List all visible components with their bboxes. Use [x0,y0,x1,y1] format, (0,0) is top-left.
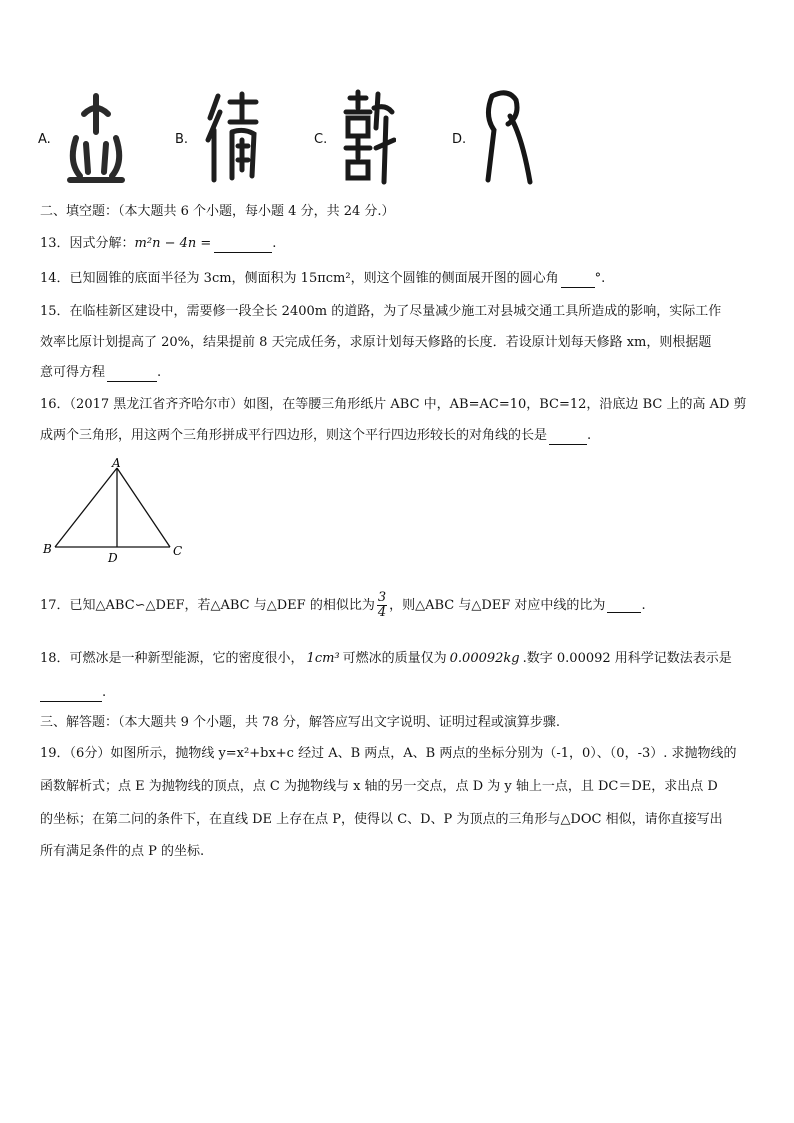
vertex-b-label: B [43,542,52,556]
seal-glyph-a-image [64,92,128,186]
question-17 [40,589,646,623]
q18-prefix: 18．可燃冰是一种新型能源，它的密度很小， [40,651,304,666]
q13-prefix: 13．因式分解： [40,236,135,251]
q18-value: 0.00092kg [449,651,520,666]
q13-expression: m²n − 4n = [134,236,212,251]
q15-line-3-text: 意可得方程 [40,365,106,380]
question-13 [40,235,276,253]
option-c-label: C. [314,132,328,147]
q18-answer-blank[interactable] [40,688,102,702]
seal-glyph-d-image [478,86,538,186]
seal-glyph-c-image [340,88,396,188]
q14-text: 14．已知圆锥的底面半径为 3cm，侧面积为 15πcm²，则这个圆锥的侧面展开图的圆心角 [40,271,559,286]
q14-answer-blank[interactable] [561,274,595,288]
option-a-label: A. [38,132,51,147]
q17-fraction [377,591,387,620]
vertex-c-label: C [173,544,183,558]
q13-answer-blank[interactable] [214,239,272,253]
q18-suffix: . [102,685,107,700]
side-ab [55,468,117,547]
q17-numerator: 3 [377,590,387,605]
q17-suffix: . [641,598,646,613]
q15-suffix: . [157,365,162,380]
question-19-line-1: 19．（6分）如图所示，抛物线 y=x²+bx+c 经过 A、B 两点，A、B 两点的坐标分别为（-1，0）、（0，-3）. 求抛物线的 [40,746,737,761]
question-19-line-2: 函数解析式；点 E 为抛物线的顶点，点 C 为抛物线与 x 轴的另一交点，点 D 为 y 轴上一点，且 DC＝DE，求出点 D [40,779,718,794]
q16-answer-blank[interactable] [549,431,587,445]
q17-prefix: 17．已知△ABC∽△DEF，若△ABC 与△DEF 的相似比为 [40,598,375,613]
q13-suffix: . [272,236,277,251]
q15-answer-blank[interactable] [107,368,157,382]
q17-middle: ，则△ABC 与△DEF 对应中线的比为 [389,598,606,613]
q16-line-2-text: 成两个三角形，用这两个三角形拼成平行四边形，则这个平行四边形较长的对角线的长是 [40,428,548,443]
question-19-line-3: 的坐标；在第二问的条件下，在直线 DE 上存在点 P，使得以 C、D、P 为顶点的三角形与△DOC 相似，请你直接写出 [40,812,723,827]
question-19-line-4: 所有满足条件的点 P 的坐标. [40,844,205,859]
question-15-line-2: 效率比原计划提高了 20%，结果提前 8 天完成任务，求原计划每天修路的长度．若设原计划每天修路 xm，则根据题 [40,335,712,350]
side-ac [117,468,170,547]
option-d-label: D. [452,132,467,147]
q18-unit: 1cm³ [306,651,340,666]
q18-tail: .数字 0.00092 用科学记数法表示是 [522,651,732,666]
question-16-line-1: 16．（2017 黑龙江省齐齐哈尔市）如图，在等腰三角形纸片 ABC 中，AB=AC=10，BC=12，沿底边 BC 上的高 AD 剪 [40,397,747,412]
section-2-heading: 二、填空题：（本大题共 6 个小题，每小题 4 分，共 24 分.） [40,204,395,219]
q17-answer-blank[interactable] [607,599,641,613]
question-18-answer-line [40,684,106,702]
section-3-heading: 三、解答题：（本大题共 9 个小题，共 78 分，解答应写出文字说明、证明过程或演算步骤. [40,715,560,730]
question-14 [40,270,605,288]
triangle-figure [40,455,190,565]
question-15-line-1: 15．在临桂新区建设中，需要修一段全长 2400m 的道路，为了尽量减少施工对县城交通工具所造成的影响，实际工作 [40,304,722,319]
question-18 [40,650,732,668]
q16-suffix: . [587,428,592,443]
option-b-label: B. [175,132,189,147]
seal-glyph-b-image [202,90,260,188]
point-d-label: D [108,551,118,565]
vertex-a-label: A [112,456,121,470]
question-16-line-2 [40,427,591,445]
question-15-line-3 [40,364,161,382]
q17-denominator: 4 [377,605,387,620]
q18-middle: 可燃冰的质量仅为 [342,651,447,666]
q14-suffix: °. [594,271,606,286]
